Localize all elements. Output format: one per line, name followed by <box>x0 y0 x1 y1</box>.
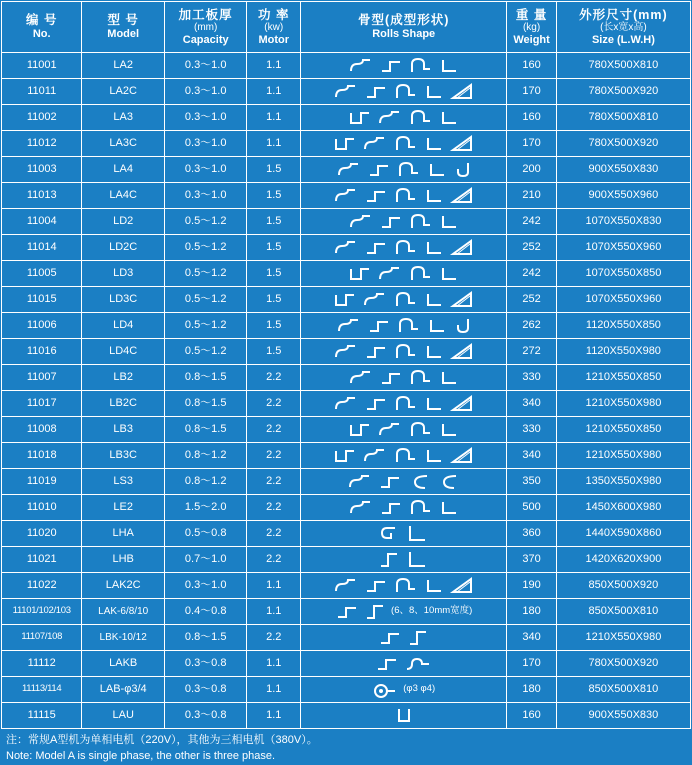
cell-weight: 170 <box>507 651 557 677</box>
cell-rolls-shape <box>301 339 507 365</box>
table-row <box>2 677 691 703</box>
cell-motor: 1.1 <box>247 651 301 677</box>
table-row <box>2 157 691 183</box>
cell-no: 11013 <box>2 183 82 209</box>
cell-capacity: 0.3～1.0 <box>164 131 247 157</box>
cell-size: 780X500X920 <box>556 79 690 105</box>
cell-size: 850X500X810 <box>556 599 690 625</box>
cell-model: LHB <box>82 547 165 573</box>
cell-no: 11005 <box>2 261 82 287</box>
table-row <box>2 79 691 105</box>
cell-rolls-shape <box>301 183 507 209</box>
cell-weight: 210 <box>507 183 557 209</box>
rolls-shape-icon <box>301 54 506 77</box>
cell-rolls-shape <box>301 261 507 287</box>
table-row <box>2 391 691 417</box>
cell-size: 1120X550X850 <box>556 313 690 339</box>
column-header-weight: 重 量 (kg) Weight <box>507 2 557 53</box>
rolls-shape-icon <box>301 340 506 363</box>
table-row <box>2 495 691 521</box>
cell-motor: 1.1 <box>247 79 301 105</box>
cell-size: 1070X550X960 <box>556 235 690 261</box>
footer-note-cn: 注：常规A型机为单相电机（220V），其他为三相电机（380V）。 <box>6 734 318 746</box>
table-header <box>2 2 691 53</box>
rolls-shape-icon <box>301 704 506 727</box>
rolls-shape-icon <box>301 210 506 233</box>
cell-capacity: 0.8～1.5 <box>164 417 247 443</box>
cell-weight: 350 <box>507 469 557 495</box>
cell-weight: 252 <box>507 235 557 261</box>
cell-model: LAK2C <box>82 573 165 599</box>
cell-capacity: 0.3～1.0 <box>164 183 247 209</box>
cell-size: 850X500X810 <box>556 677 690 703</box>
table-row <box>2 261 691 287</box>
cell-model: LD3C <box>82 287 165 313</box>
cell-capacity: 1.5～2.0 <box>164 495 247 521</box>
cell-weight: 340 <box>507 391 557 417</box>
table-body <box>2 53 691 729</box>
cell-capacity: 0.4～0.8 <box>164 599 247 625</box>
cell-motor: 1.5 <box>247 183 301 209</box>
cell-weight: 242 <box>507 261 557 287</box>
rolls-shape-icon <box>301 652 506 675</box>
cell-weight: 170 <box>507 131 557 157</box>
cell-size: 1350X550X980 <box>556 469 690 495</box>
rolls-shape-icon <box>301 496 506 519</box>
table-row <box>2 53 691 79</box>
cell-size: 1210X550X980 <box>556 625 690 651</box>
cell-rolls-shape <box>301 677 507 703</box>
cell-model: LD2 <box>82 209 165 235</box>
cell-size: 1070X550X850 <box>556 261 690 287</box>
rolls-shape-icon <box>301 158 506 181</box>
cell-rolls-shape <box>301 469 507 495</box>
cell-no: 11107/108 <box>2 625 82 651</box>
cell-capacity: 0.5～1.2 <box>164 313 247 339</box>
cell-no: 11020 <box>2 521 82 547</box>
cell-weight: 340 <box>507 443 557 469</box>
cell-capacity: 0.8～1.5 <box>164 391 247 417</box>
cell-no: 11004 <box>2 209 82 235</box>
cell-capacity: 0.5～1.2 <box>164 261 247 287</box>
cell-model: LB3C <box>82 443 165 469</box>
cell-weight: 330 <box>507 365 557 391</box>
cell-rolls-shape <box>301 157 507 183</box>
cell-capacity: 0.3～0.8 <box>164 651 247 677</box>
column-header-no: 编 号 No. <box>2 2 82 53</box>
cell-motor: 1.5 <box>247 235 301 261</box>
cell-no: 11015 <box>2 287 82 313</box>
cell-size: 1070X550X960 <box>556 287 690 313</box>
cell-rolls-shape <box>301 599 507 625</box>
cell-motor: 1.5 <box>247 157 301 183</box>
cell-motor: 1.1 <box>247 105 301 131</box>
cell-motor: 1.1 <box>247 131 301 157</box>
cell-weight: 180 <box>507 599 557 625</box>
table-row <box>2 209 691 235</box>
cell-rolls-shape <box>301 365 507 391</box>
cell-motor: 1.5 <box>247 287 301 313</box>
cell-model: LD2C <box>82 235 165 261</box>
cell-motor: 2.2 <box>247 625 301 651</box>
rolls-shape-icon <box>301 678 506 701</box>
cell-no: 11016 <box>2 339 82 365</box>
cell-size: 900X550X960 <box>556 183 690 209</box>
cell-no: 11112 <box>2 651 82 677</box>
rolls-shape-icon <box>301 288 506 311</box>
table-row <box>2 235 691 261</box>
cell-weight: 370 <box>507 547 557 573</box>
cell-no: 11017 <box>2 391 82 417</box>
cell-no: 11014 <box>2 235 82 261</box>
cell-capacity: 0.8～1.2 <box>164 469 247 495</box>
cell-capacity: 0.5～1.2 <box>164 235 247 261</box>
cell-capacity: 0.5～1.2 <box>164 287 247 313</box>
cell-no: 11002 <box>2 105 82 131</box>
cell-size: 780X500X810 <box>556 53 690 79</box>
shape-note: (φ3 φ4) <box>403 683 436 695</box>
rolls-shape-icon <box>301 470 506 493</box>
cell-model: LAU <box>82 703 165 729</box>
cell-size: 1440X590X860 <box>556 521 690 547</box>
cell-rolls-shape <box>301 495 507 521</box>
cell-no: 11011 <box>2 79 82 105</box>
rolls-shape-icon <box>301 366 506 389</box>
table-row <box>2 183 691 209</box>
cell-motor: 2.2 <box>247 417 301 443</box>
cell-no: 11003 <box>2 157 82 183</box>
cell-rolls-shape <box>301 79 507 105</box>
cell-capacity: 0.3～1.0 <box>164 105 247 131</box>
cell-capacity: 0.8～1.2 <box>164 443 247 469</box>
cell-rolls-shape <box>301 625 507 651</box>
cell-capacity: 0.3～0.8 <box>164 703 247 729</box>
column-header-motor: 功 率 (kw) Motor <box>247 2 301 53</box>
rolls-shape-icon <box>301 522 506 545</box>
rolls-shape-icon <box>301 418 506 441</box>
cell-model: LB2 <box>82 365 165 391</box>
table-row <box>2 339 691 365</box>
cell-no: 11001 <box>2 53 82 79</box>
cell-weight: 160 <box>507 703 557 729</box>
table-row <box>2 131 691 157</box>
cell-weight: 360 <box>507 521 557 547</box>
cell-capacity: 0.7～1.0 <box>164 547 247 573</box>
cell-model: LA2C <box>82 79 165 105</box>
cell-model: LAB-φ3/4 <box>82 677 165 703</box>
cell-rolls-shape <box>301 573 507 599</box>
cell-capacity: 0.5～0.8 <box>164 521 247 547</box>
spec-sheet <box>0 1 692 762</box>
table-row <box>2 521 691 547</box>
table-row <box>2 625 691 651</box>
cell-rolls-shape <box>301 105 507 131</box>
cell-weight: 160 <box>507 53 557 79</box>
cell-weight: 272 <box>507 339 557 365</box>
column-header-size: 外形尺寸(mm) (长x宽x高) Size (L.W.H) <box>556 2 690 53</box>
cell-rolls-shape <box>301 53 507 79</box>
footer-note-en: Note: Model A is single phase, the other is three phase. <box>6 749 276 762</box>
cell-weight: 340 <box>507 625 557 651</box>
rolls-shape-icon <box>301 80 506 103</box>
cell-weight: 500 <box>507 495 557 521</box>
column-header-capacity: 加工板厚 (mm) Capacity <box>164 2 247 53</box>
table-row <box>2 417 691 443</box>
cell-model: LAKB <box>82 651 165 677</box>
cell-weight: 170 <box>507 79 557 105</box>
cell-motor: 1.1 <box>247 53 301 79</box>
cell-no: 11022 <box>2 573 82 599</box>
rolls-shape-icon <box>301 444 506 467</box>
cell-no: 11019 <box>2 469 82 495</box>
cell-size: 1070X550X830 <box>556 209 690 235</box>
cell-no: 11113/114 <box>2 677 82 703</box>
cell-motor: 1.1 <box>247 573 301 599</box>
cell-capacity: 0.3～1.0 <box>164 573 247 599</box>
cell-rolls-shape <box>301 417 507 443</box>
rolls-shape-icon <box>301 106 506 129</box>
cell-model: LB3 <box>82 417 165 443</box>
cell-motor: 2.2 <box>247 495 301 521</box>
cell-motor: 1.5 <box>247 261 301 287</box>
cell-size: 850X500X920 <box>556 573 690 599</box>
rolls-shape-icon <box>301 236 506 259</box>
rolls-shape-icon <box>301 574 506 597</box>
cell-no: 11012 <box>2 131 82 157</box>
cell-motor: 1.1 <box>247 703 301 729</box>
cell-size: 780X500X920 <box>556 131 690 157</box>
cell-rolls-shape <box>301 703 507 729</box>
rolls-shape-icon <box>301 600 506 623</box>
table-row <box>2 573 691 599</box>
cell-size: 900X550X830 <box>556 703 690 729</box>
cell-weight: 200 <box>507 157 557 183</box>
cell-capacity: 0.3～1.0 <box>164 79 247 105</box>
cell-capacity: 0.8～1.5 <box>164 625 247 651</box>
table-row <box>2 313 691 339</box>
rolls-shape-icon <box>301 548 506 571</box>
cell-capacity: 0.5～1.2 <box>164 339 247 365</box>
column-header-model: 型 号 Model <box>82 2 165 53</box>
cell-model: LA3 <box>82 105 165 131</box>
table-row <box>2 365 691 391</box>
cell-capacity: 0.3～0.8 <box>164 677 247 703</box>
cell-no: 11006 <box>2 313 82 339</box>
table-row <box>2 287 691 313</box>
cell-weight: 160 <box>507 105 557 131</box>
rolls-shape-icon <box>301 184 506 207</box>
cell-capacity: 0.3～1.0 <box>164 157 247 183</box>
cell-rolls-shape <box>301 391 507 417</box>
cell-rolls-shape <box>301 313 507 339</box>
column-header-rolls-shape: 骨型(成型形状) Rolls Shape <box>301 2 507 53</box>
cell-size: 1210X550X850 <box>556 417 690 443</box>
cell-size: 780X500X920 <box>556 651 690 677</box>
cell-model: LA4 <box>82 157 165 183</box>
cell-model: LD3 <box>82 261 165 287</box>
cell-no: 11018 <box>2 443 82 469</box>
cell-no: 11007 <box>2 365 82 391</box>
cell-weight: 190 <box>507 573 557 599</box>
cell-capacity: 0.5～1.2 <box>164 209 247 235</box>
table-row <box>2 703 691 729</box>
cell-model: LB2C <box>82 391 165 417</box>
cell-motor: 1.1 <box>247 677 301 703</box>
cell-size: 1210X550X850 <box>556 365 690 391</box>
cell-size: 1210X550X980 <box>556 443 690 469</box>
cell-motor: 2.2 <box>247 365 301 391</box>
cell-size: 1450X600X980 <box>556 495 690 521</box>
cell-weight: 242 <box>507 209 557 235</box>
table-row <box>2 651 691 677</box>
cell-rolls-shape <box>301 651 507 677</box>
rolls-shape-icon <box>301 132 506 155</box>
cell-size: 1210X550X980 <box>556 391 690 417</box>
rolls-shape-icon <box>301 262 506 285</box>
cell-motor: 1.5 <box>247 313 301 339</box>
cell-rolls-shape <box>301 287 507 313</box>
shape-note: (6、8、10mm宽度) <box>391 605 473 617</box>
cell-motor: 1.5 <box>247 339 301 365</box>
cell-no: 11021 <box>2 547 82 573</box>
table-row <box>2 469 691 495</box>
cell-motor: 2.2 <box>247 391 301 417</box>
cell-model: LS3 <box>82 469 165 495</box>
cell-model: LD4 <box>82 313 165 339</box>
cell-motor: 2.2 <box>247 469 301 495</box>
table-row <box>2 599 691 625</box>
rolls-shape-icon <box>301 314 506 337</box>
cell-weight: 330 <box>507 417 557 443</box>
cell-rolls-shape <box>301 209 507 235</box>
cell-capacity: 0.8～1.5 <box>164 365 247 391</box>
rolls-shape-icon <box>301 626 506 649</box>
cell-rolls-shape <box>301 235 507 261</box>
cell-no: 11010 <box>2 495 82 521</box>
cell-model: LD4C <box>82 339 165 365</box>
cell-model: LAK-6/8/10 <box>82 599 165 625</box>
cell-weight: 180 <box>507 677 557 703</box>
cell-capacity: 0.3～1.0 <box>164 53 247 79</box>
cell-motor: 2.2 <box>247 443 301 469</box>
rolls-shape-icon <box>301 392 506 415</box>
table-row <box>2 547 691 573</box>
cell-weight: 262 <box>507 313 557 339</box>
cell-no: 11008 <box>2 417 82 443</box>
cell-motor: 1.5 <box>247 209 301 235</box>
cell-model: LHA <box>82 521 165 547</box>
table-row <box>2 443 691 469</box>
cell-weight: 252 <box>507 287 557 313</box>
cell-size: 1120X550X980 <box>556 339 690 365</box>
cell-rolls-shape <box>301 443 507 469</box>
cell-no: 11101/102/103 <box>2 599 82 625</box>
cell-model: LE2 <box>82 495 165 521</box>
cell-rolls-shape <box>301 547 507 573</box>
cell-motor: 2.2 <box>247 547 301 573</box>
cell-size: 1420X620X900 <box>556 547 690 573</box>
cell-motor: 2.2 <box>247 521 301 547</box>
table-row <box>2 105 691 131</box>
cell-model: LA3C <box>82 131 165 157</box>
cell-rolls-shape <box>301 131 507 157</box>
cell-motor: 1.1 <box>247 599 301 625</box>
specification-table <box>1 1 691 729</box>
cell-model: LA2 <box>82 53 165 79</box>
footer-notes <box>4 733 690 765</box>
cell-no: 11115 <box>2 703 82 729</box>
cell-size: 900X550X830 <box>556 157 690 183</box>
cell-size: 780X500X810 <box>556 105 690 131</box>
cell-model: LA4C <box>82 183 165 209</box>
cell-model: LBK-10/12 <box>82 625 165 651</box>
cell-rolls-shape <box>301 521 507 547</box>
